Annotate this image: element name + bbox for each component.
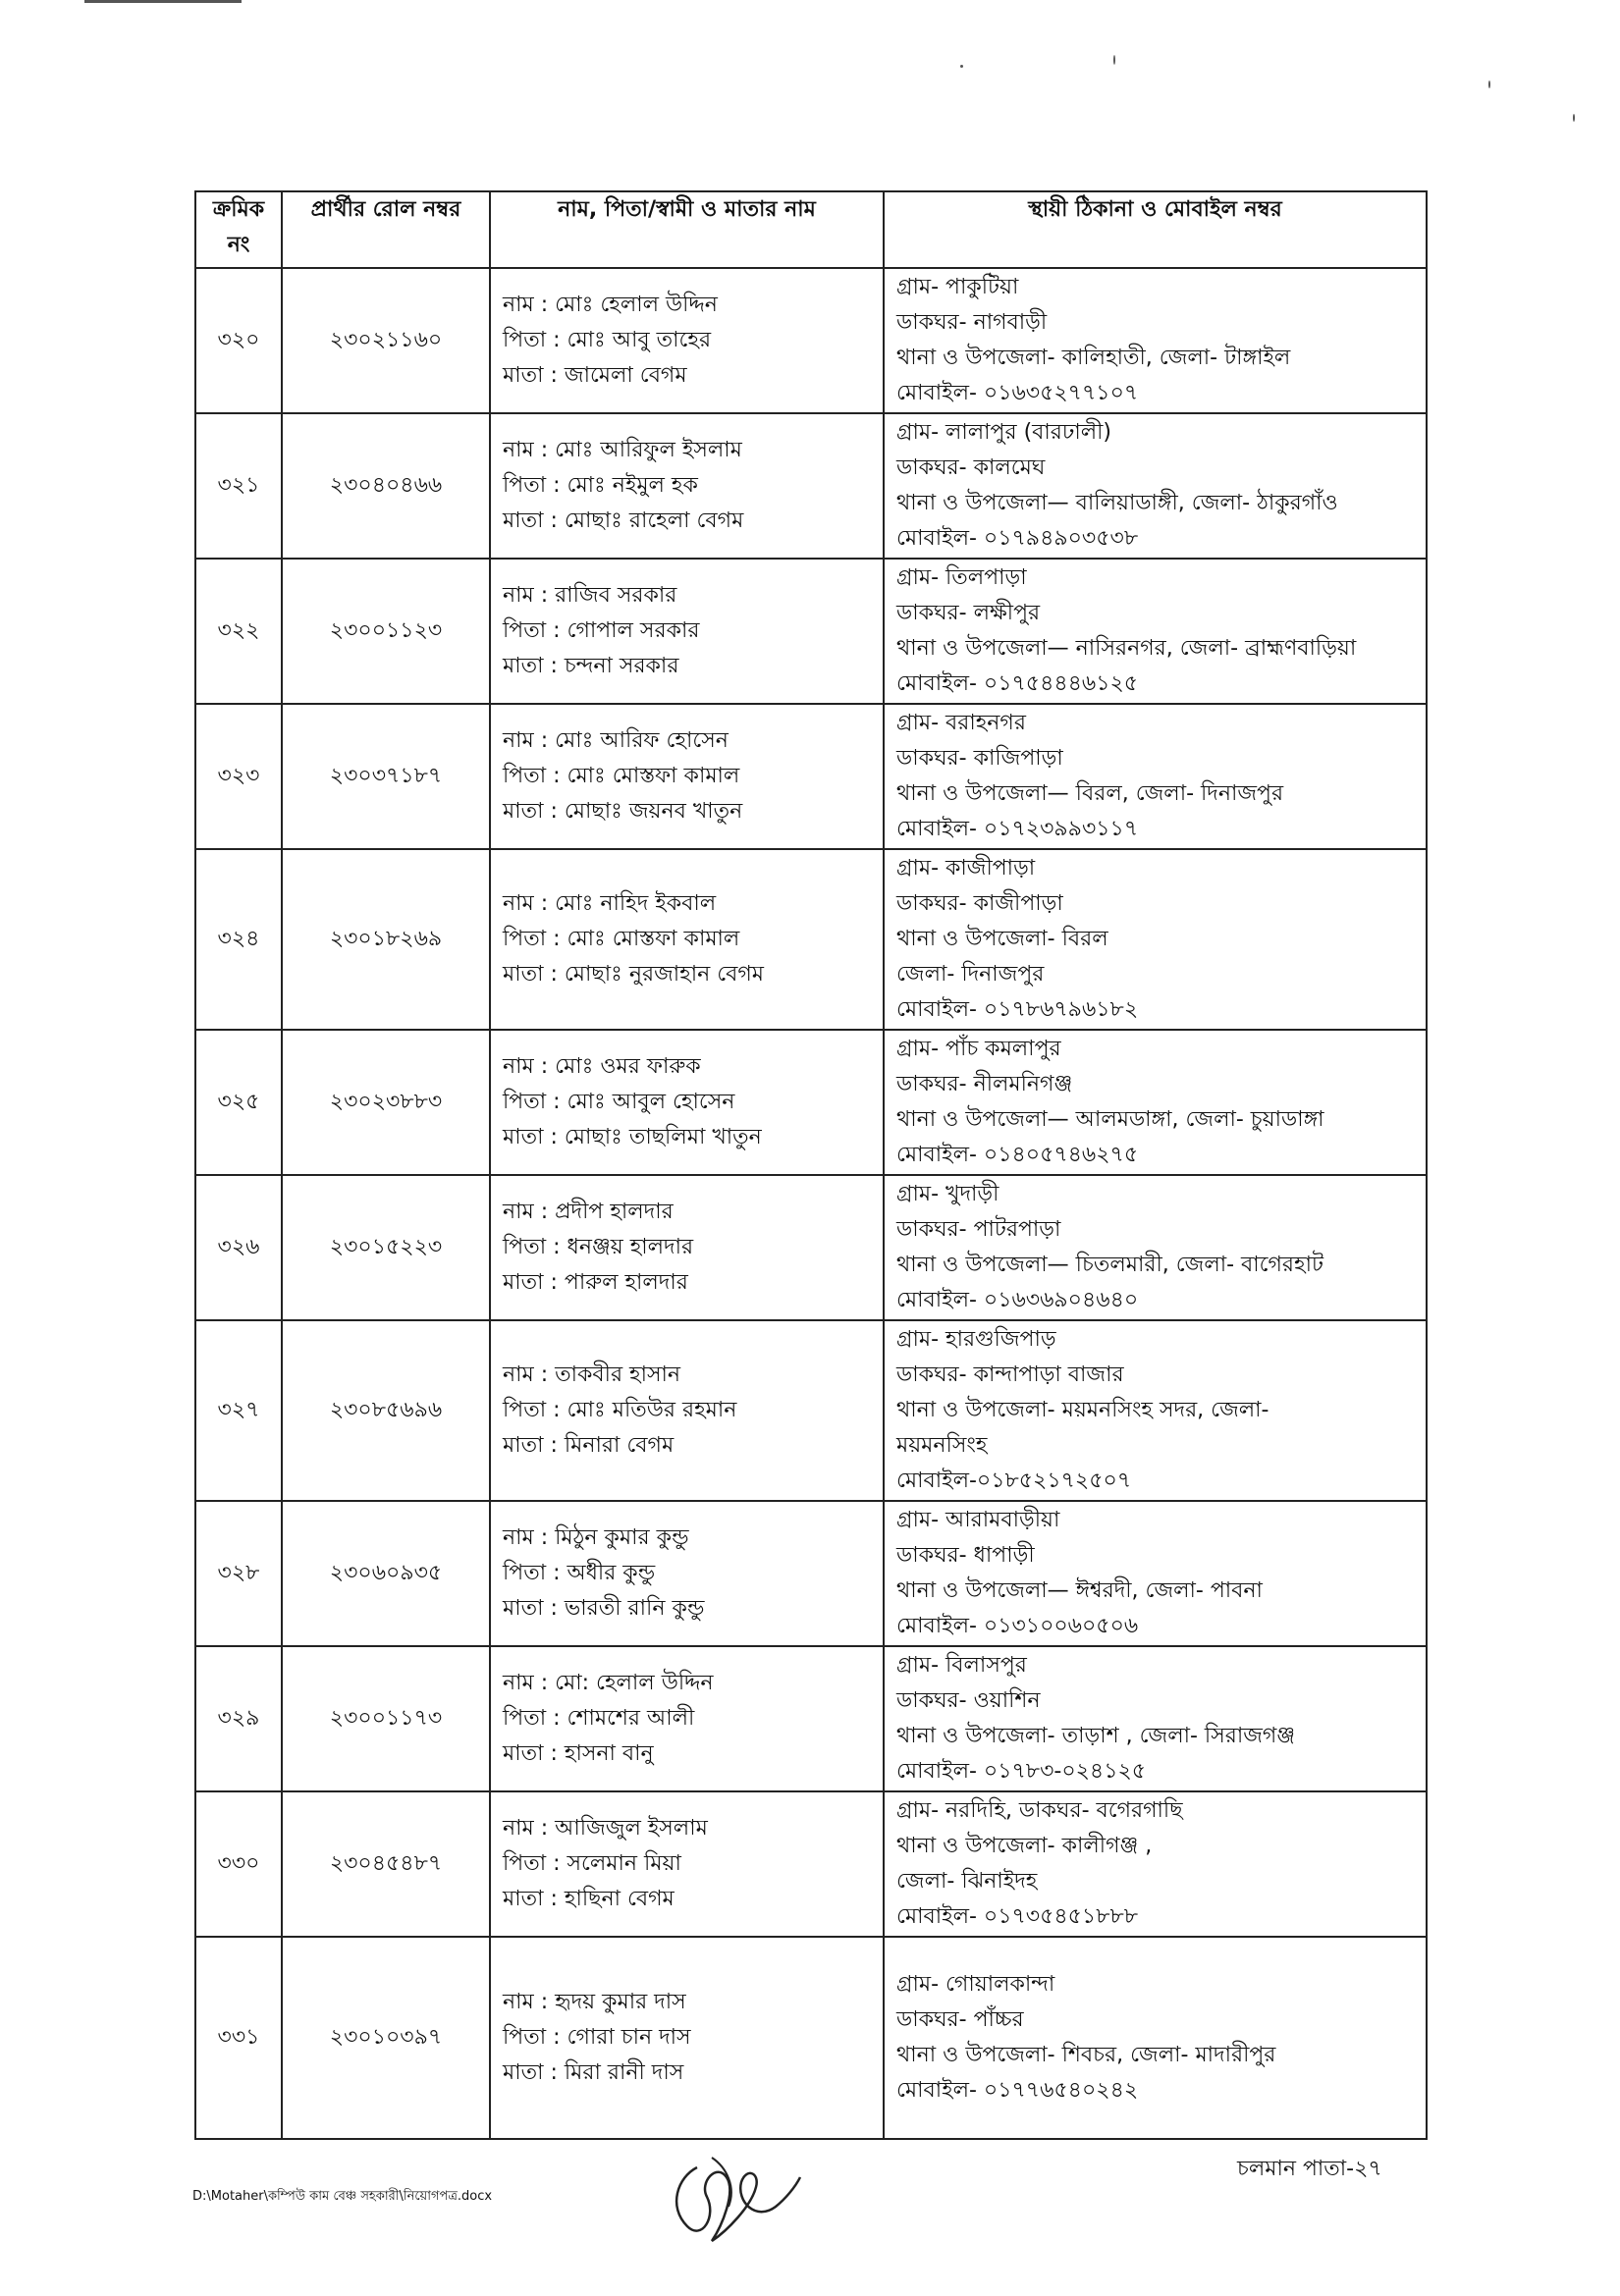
address-line: গ্রাম- কাজীপাড়া: [896, 856, 1036, 881]
names-cell: [490, 1646, 884, 1791]
footer-file-path: D:\Motaher\কম্পিউ কাম বেঞ্চ সহকারী\নিয়োগপত্র.docx: [192, 2189, 493, 2204]
name-line: নাম : হৃদয় কুমার দাস: [503, 1990, 686, 2014]
roll-cell: ২৩০৪০৪৬৬: [282, 413, 490, 559]
address-line: মোবাইল- ০১৭৩৫৪৫১৮৮৮: [896, 1904, 1139, 1929]
name-line: পিতা : গোরা চান দাস: [503, 2025, 691, 2050]
name-line: পিতা : ধনঞ্জয় হালদার: [503, 1235, 694, 1259]
address-line: ডাকঘর- কাজিপাড়া: [896, 746, 1063, 771]
table-body: [195, 268, 1427, 2139]
address-line: থানা ও উপজেলা— চিতলমারী, জেলা- বাগেরহাট: [896, 1253, 1323, 1277]
table-row: [195, 1937, 1427, 2139]
table-row: [195, 1030, 1427, 1175]
serial-cell: ৩৩১: [195, 1937, 282, 2139]
name-line: মাতা : জামেলা বেগম: [503, 363, 687, 388]
address-line: ডাকঘর- পাটরপাড়া: [896, 1217, 1061, 1242]
address-cell: [884, 1646, 1427, 1791]
roll-cell: ২৩০১৮২৬৯: [282, 849, 490, 1030]
signature-scribble-icon: [658, 2148, 805, 2256]
roll-cell: ২৩০০১১২৩: [282, 559, 490, 704]
name-line: মাতা : মোছাঃ রাহেলা বেগম: [503, 508, 744, 533]
address-cell: [884, 1175, 1427, 1320]
address-cell: [884, 1791, 1427, 1937]
address-line: থানা ও উপজেলা— বালিয়াডাঙ্গী, জেলা- ঠাকুরগাঁও: [896, 491, 1338, 515]
table-row: [195, 1501, 1427, 1646]
name-line: নাম : মোঃ ওমর ফারুক: [503, 1054, 701, 1079]
name-line: পিতা : মোঃ আবুল হোসেন: [503, 1090, 735, 1114]
name-line: নাম : রাজিব সরকার: [503, 583, 677, 608]
roll-cell: ২৩০৩৭১৮৭: [282, 704, 490, 849]
address-line: মোবাইল- ০১৭৮৩-০২৪১২৫: [896, 1759, 1147, 1784]
header-serial: ক্রমিক নং: [195, 191, 282, 268]
signature: [658, 2148, 805, 2260]
address-line: থানা ও উপজেলা- শিবচর, জেলা- মাদারীপুর: [896, 2043, 1276, 2067]
serial-cell: ৩২৬: [195, 1175, 282, 1320]
address-line: ডাকঘর- ওয়াশিন: [896, 1688, 1041, 1713]
address-line: গ্রাম- নরদিহি, ডাকঘর- বগেরগাছি: [896, 1798, 1183, 1823]
table-row: [195, 1791, 1427, 1937]
table-row: [195, 413, 1427, 559]
scan-speck: [1113, 55, 1115, 65]
scan-edge-line: [84, 0, 242, 3]
table-row: [195, 849, 1427, 1030]
name-line: নাম : আজিজুল ইসলাম: [503, 1816, 708, 1841]
name-line: নাম : মোঃ হেলাল উদ্দিন: [503, 293, 718, 317]
name-line: নাম : মিঠুন কুমার কুন্ডু: [503, 1525, 689, 1550]
name-line: নাম : মোঃ আরিফুল ইসলাম: [503, 438, 742, 462]
table-row: [195, 559, 1427, 704]
address-line: জেলা- ঝিনাইদহ: [896, 1869, 1038, 1894]
address-line: থানা ও উপজেলা- বিরল: [896, 927, 1108, 951]
roll-cell: ২৩০০১১৭৩: [282, 1646, 490, 1791]
name-line: পিতা : সলেমান মিয়া: [503, 1851, 681, 1876]
scan-speck: [1573, 114, 1575, 122]
roll-cell: ২৩০৬০৯৩৫: [282, 1501, 490, 1646]
address-line: মোবাইল- ০১৩১০০৬০৫০৬: [896, 1614, 1139, 1638]
address-line: মোবাইল- ০১৭২৩৯৯৩১১৭: [896, 817, 1139, 841]
address-line: গ্রাম- লালাপুর (বারঢালী): [896, 420, 1111, 445]
name-line: মাতা : মিনারা বেগম: [503, 1433, 675, 1458]
header-names: নাম, পিতা/স্বামী ও মাতার নাম: [490, 191, 884, 268]
address-cell: [884, 1501, 1427, 1646]
names-cell: [490, 849, 884, 1030]
names-cell: [490, 1175, 884, 1320]
address-line: থানা ও উপজেলা- তাড়াশ , জেলা- সিরাজগঞ্জ: [896, 1724, 1296, 1748]
name-line: পিতা : মোঃ আবু তাহের: [503, 328, 712, 352]
address-line: মোবাইল- ০১৭৭৬৫৪০২৪২: [896, 2078, 1139, 2103]
name-line: মাতা : মোছাঃ তাছলিমা খাতুন: [503, 1125, 762, 1149]
address-cell: [884, 268, 1427, 413]
name-line: মাতা : মিরা রানী দাস: [503, 2060, 684, 2085]
roll-cell: ২৩০১৫২২৩: [282, 1175, 490, 1320]
name-line: নাম : মো: হেলাল উদ্দিন: [503, 1671, 714, 1695]
name-line: মাতা : মোছাঃ জয়নব খাতুন: [503, 799, 743, 824]
names-cell: [490, 559, 884, 704]
address-cell: [884, 849, 1427, 1030]
roll-cell: ২৩০১০৩৯৭: [282, 1937, 490, 2139]
address-line: মোবাইল- ০১৭৯৪৯০৩৫৩৮: [896, 526, 1139, 551]
address-cell: [884, 1320, 1427, 1501]
address-cell: [884, 1937, 1427, 2139]
address-line: গ্রাম- পাকুটিয়া: [896, 275, 1019, 299]
address-cell: [884, 704, 1427, 849]
table-header-row: [195, 191, 1427, 268]
address-line: ডাকঘর- লক্ষীপুর: [896, 601, 1041, 625]
name-line: নাম : মোঃ আরিফ হোসেন: [503, 728, 729, 753]
name-line: পিতা : অধীর কুন্ডু: [503, 1561, 656, 1585]
name-line: নাম : তাকবীর হাসান: [503, 1362, 681, 1387]
serial-cell: ৩২৭: [195, 1320, 282, 1501]
name-line: মাতা : পারুল হালদার: [503, 1270, 688, 1295]
roll-cell: ২৩০৪৫৪৮৭: [282, 1791, 490, 1937]
names-cell: [490, 1791, 884, 1937]
roll-cell: ২৩০২১১৬০: [282, 268, 490, 413]
address-line: মোবাইল-০১৮৫২১৭২৫০৭: [896, 1468, 1132, 1493]
name-line: নাম : মোঃ নাহিদ ইকবাল: [503, 891, 717, 916]
name-line: পিতা : গোপাল সরকার: [503, 618, 700, 643]
name-line: মাতা : ভারতী রানি কুন্ডু: [503, 1596, 705, 1621]
footer-page-label: চলমান পাতা-২৭: [1237, 2157, 1382, 2181]
address-line: মোবাইল- ০১৬৩৬৯০৪৬৪০: [896, 1288, 1139, 1312]
serial-cell: ৩২১: [195, 413, 282, 559]
table-row: [195, 1646, 1427, 1791]
table-row: [195, 268, 1427, 413]
header-address: স্থায়ী ঠিকানা ও মোবাইল নম্বর: [884, 191, 1427, 268]
address-line: ডাকঘর- পাঁচ্চর: [896, 2007, 1024, 2032]
name-line: পিতা : শোমশের আলী: [503, 1706, 695, 1731]
serial-cell: ৩২৮: [195, 1501, 282, 1646]
serial-cell: ৩২৪: [195, 849, 282, 1030]
address-line: থানা ও উপজেলা— ঈশ্বরদী, জেলা- পাবনা: [896, 1578, 1263, 1603]
roll-cell: ২৩০২৩৮৮৩: [282, 1030, 490, 1175]
address-line: ডাকঘর- নাগবাড়ী: [896, 310, 1048, 335]
table-row: [195, 1320, 1427, 1501]
name-line: মাতা : চন্দনা সরকার: [503, 654, 679, 678]
name-line: পিতা : মোঃ মতিউর রহমান: [503, 1398, 737, 1422]
address-line: ডাকঘর- কালমেঘ: [896, 455, 1046, 480]
address-line: ময়মনসিংহ: [896, 1433, 988, 1458]
address-line: মোবাইল- ০১৪০৫৭৪৬২৭৫: [896, 1143, 1139, 1167]
names-cell: [490, 704, 884, 849]
serial-cell: ৩২০: [195, 268, 282, 413]
address-line: গ্রাম- হারগুজিপাড়: [896, 1327, 1056, 1352]
name-line: পিতা : মোঃ নইমুল হক: [503, 473, 698, 498]
table-row: [195, 704, 1427, 849]
serial-cell: ৩২৫: [195, 1030, 282, 1175]
address-line: গ্রাম- বিলাসপুর: [896, 1653, 1027, 1678]
name-line: নাম : প্রদীপ হালদার: [503, 1200, 674, 1224]
names-cell: [490, 1320, 884, 1501]
names-cell: [490, 1030, 884, 1175]
names-cell: [490, 268, 884, 413]
candidate-table: [194, 190, 1428, 2140]
serial-cell: ৩৩০: [195, 1791, 282, 1937]
name-line: মাতা : হাছিনা বেগম: [503, 1887, 675, 1911]
address-line: গ্রাম- খুদাড়ী: [896, 1182, 999, 1206]
names-cell: [490, 1501, 884, 1646]
address-line: মোবাইল- ০১৬৩৫২৭৭১০৭: [896, 381, 1139, 405]
address-cell: [884, 1030, 1427, 1175]
address-line: ডাকঘর- কাজীপাড়া: [896, 891, 1063, 916]
address-line: গ্রাম- তিলপাড়া: [896, 565, 1027, 590]
address-line: ডাকঘর- ধাপাড়ী: [896, 1543, 1035, 1568]
address-line: গ্রাম- বরাহনগর: [896, 711, 1026, 735]
header-roll: প্রার্থীর রোল নম্বর: [282, 191, 490, 268]
roll-cell: ২৩০৮৫৬৯৬: [282, 1320, 490, 1501]
address-line: থানা ও উপজেলা— নাসিরনগর, জেলা- ব্রাহ্মণবাড়িয়া: [896, 636, 1357, 661]
names-cell: [490, 413, 884, 559]
scan-speck: [1488, 80, 1490, 88]
address-line: থানা ও উপজেলা- ময়মনসিংহ সদর, জেলা-: [896, 1398, 1269, 1422]
address-line: গ্রাম- গোয়ালকান্দা: [896, 1972, 1055, 1997]
table-row: [195, 1175, 1427, 1320]
serial-cell: ৩২৯: [195, 1646, 282, 1791]
address-line: থানা ও উপজেলা— বিরল, জেলা- দিনাজপুর: [896, 781, 1284, 806]
address-line: ডাকঘর- নীলমনিগঞ্জ: [896, 1072, 1073, 1096]
address-line: গ্রাম- পাঁচ কমলাপুর: [896, 1037, 1061, 1061]
address-line: ডাকঘর- কান্দাপাড়া বাজার: [896, 1362, 1124, 1387]
name-line: মাতা : মোছাঃ নুরজাহান বেগম: [503, 962, 764, 987]
address-line: থানা ও উপজেলা— আলমডাঙ্গা, জেলা- চুয়াডাঙ্গা: [896, 1107, 1324, 1132]
scan-speck: [960, 65, 963, 68]
address-line: মোবাইল- ০১৭৫৪৪৪৬১২৫: [896, 671, 1139, 696]
address-line: গ্রাম- আরামবাড়ীয়া: [896, 1508, 1060, 1532]
address-line: জেলা- দিনাজপুর: [896, 962, 1045, 987]
name-line: মাতা : হাসনা বানু: [503, 1741, 654, 1766]
serial-cell: ৩২২: [195, 559, 282, 704]
serial-cell: ৩২৩: [195, 704, 282, 849]
address-cell: [884, 559, 1427, 704]
address-line: মোবাইল- ০১৭৮৬৭৯৬১৮২: [896, 997, 1139, 1022]
address-line: থানা ও উপজেলা- কালীগঞ্জ ,: [896, 1834, 1153, 1858]
address-cell: [884, 413, 1427, 559]
name-line: পিতা : মোঃ মোস্তফা কামাল: [503, 927, 740, 951]
names-cell: [490, 1937, 884, 2139]
name-line: পিতা : মোঃ মোস্তফা কামাল: [503, 764, 740, 788]
address-line: থানা ও উপজেলা- কালিহাতী, জেলা- টাঙ্গাইল: [896, 346, 1291, 370]
